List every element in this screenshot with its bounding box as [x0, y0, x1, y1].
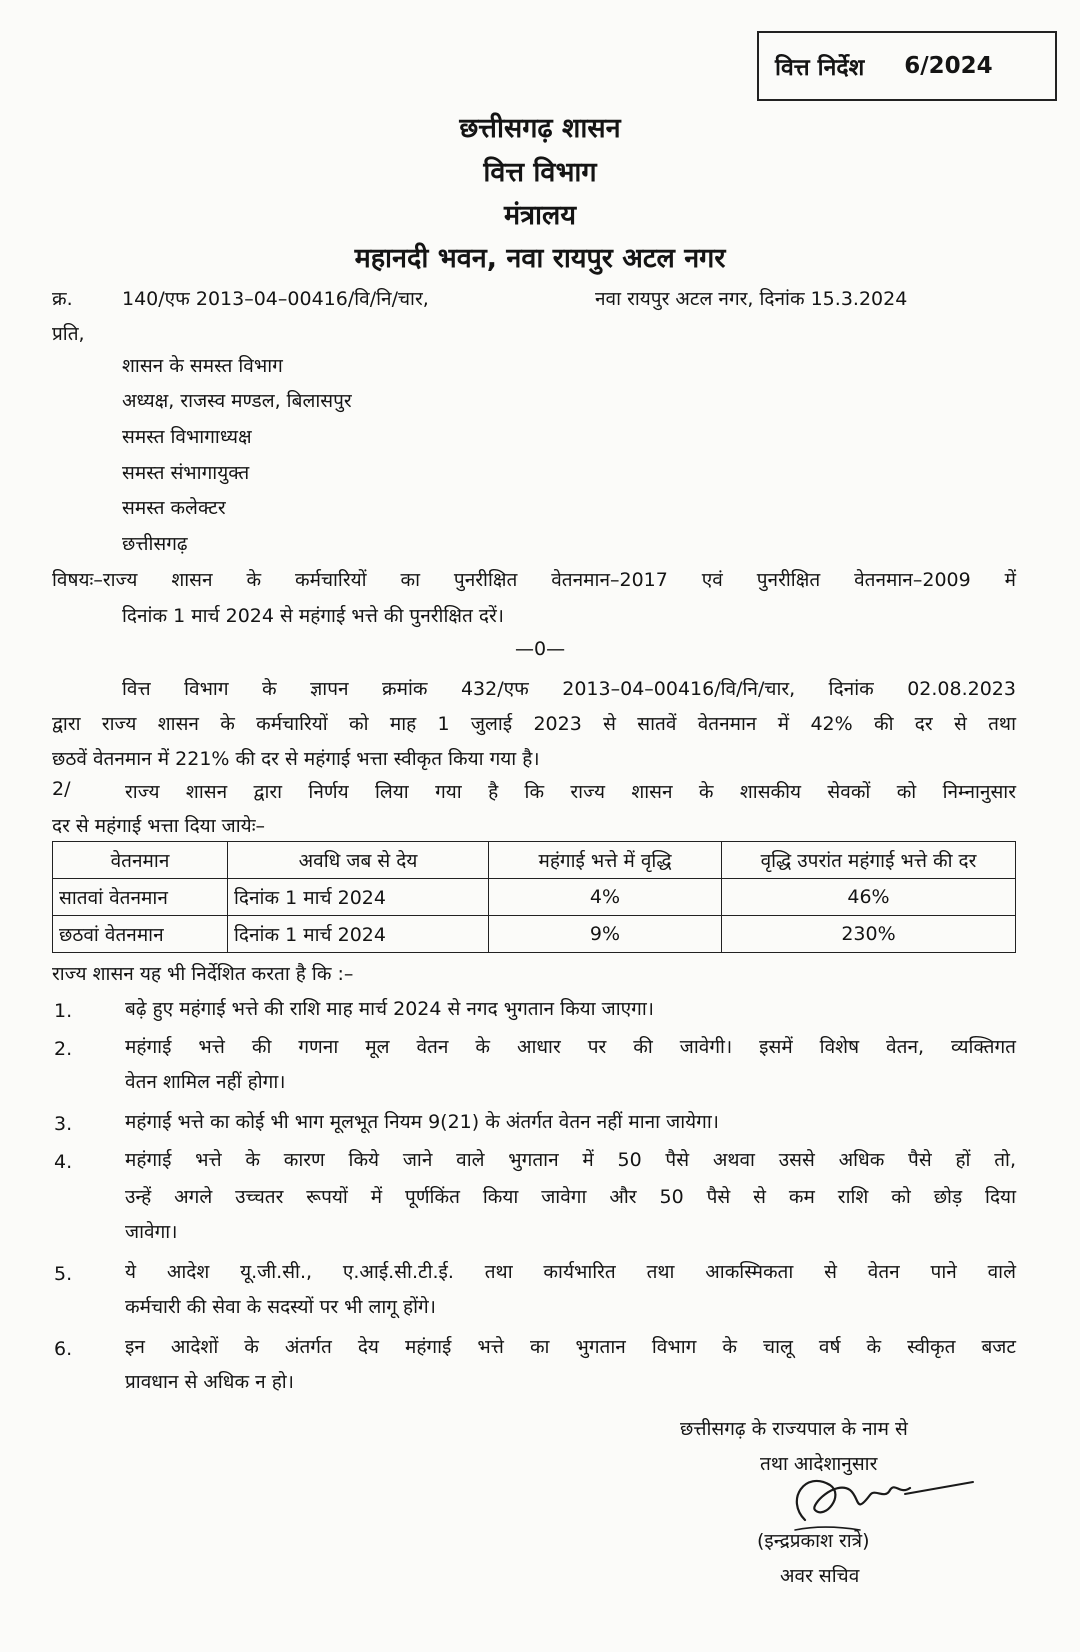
recipient: शासन के समस्त विभाग — [122, 355, 283, 377]
point-number: 2. — [54, 1038, 73, 1060]
separator: —0— — [515, 638, 566, 660]
point-text: महंगाई भत्ते की गणना मूल वेतन के आधार पर की जावेगी। इसमें विशेष वेतन, व्यक्तिगत — [125, 1036, 1016, 1058]
point-number: 5. — [54, 1263, 73, 1285]
point-text: इन आदेशों के अंतर्गत देय महंगाई भत्ते का भुगतान विभाग के चालू वर्ष के स्वीकृत बजट — [125, 1336, 1016, 1358]
table-cell: दिनांक 1 मार्च 2024 — [228, 879, 489, 916]
signatory-name: (इन्द्रप्रकाश रात्रे) — [757, 1530, 870, 1552]
point-text: उन्हें अगले उच्चतर रूपयों में पूर्णकिंत किया जावेगा और 50 पैसे से कम राशि को छोड़ दिया — [125, 1186, 1016, 1208]
point-text: वेतन शामिल नहीं होगा। — [125, 1071, 286, 1093]
signoff-line: छत्तीसगढ़ के राज्यपाल के नाम से — [680, 1418, 908, 1440]
recipient: समस्त विभागाध्यक्ष — [122, 426, 252, 448]
table-cell: 9% — [489, 916, 722, 953]
table-header-cell: अवधि जब से देय — [228, 842, 489, 879]
table-cell: 46% — [722, 879, 1016, 916]
point-number: 6. — [54, 1338, 73, 1360]
point-number: 3. — [54, 1113, 73, 1135]
table-row — [53, 879, 1016, 916]
reference-label: वित्त निर्देश — [775, 55, 865, 81]
point-number: 1. — [54, 1000, 73, 1022]
paragraph-1-line: द्वारा राज्य शासन के कर्मचारियों को माह 1 जुलाई 2023 से सातवें वेतनमान में 42% की दर से तथा — [52, 713, 1016, 735]
memo-number: 140/एफ 2013–04–00416/वि/नि/चार, — [122, 288, 429, 310]
paragraph-2-line: राज्य शासन द्वारा निर्णय लिया गया है कि राज्य शासन के शासकीय सेवकों को निम्नानुसार — [125, 781, 1016, 803]
point-text: ये आदेश यू.जी.सी., ए.आई.सी.टी.ई. तथा कार्यभारित तथा आकस्मिकता से वेतन पाने वाले — [125, 1261, 1016, 1283]
table-header-row — [53, 842, 1016, 879]
table-row — [53, 916, 1016, 953]
memo-to-label: प्रति, — [52, 323, 85, 345]
table-cell: सातवां वेतनमान — [53, 879, 228, 916]
signoff-line: तथा आदेशानुसार — [760, 1453, 878, 1475]
table-header-cell: महंगाई भत्ते में वृद्धि — [489, 842, 722, 879]
point-text: महंगाई भत्ते का कोई भी भाग मूलभूत नियम 9(21) के अंतर्गत वेतन नहीं माना जायेगा। — [125, 1111, 719, 1133]
table-header-cell: वेतनमान — [53, 842, 228, 879]
header-address: महानदी भवन, नवा रायपुर अटल नगर — [354, 243, 726, 274]
memo-kr-label: क्र. — [52, 288, 73, 310]
table-cell: छठवां वेतनमान — [53, 916, 228, 953]
point-number: 4. — [54, 1151, 73, 1173]
header-government: छत्तीसगढ़ शासन — [459, 113, 621, 144]
subject-line: विषयः–राज्य शासन के कर्मचारियों का पुनरीक्षित वेतनमान–2017 एवं पुनरीक्षित वेतनमान–2009 में — [52, 569, 1016, 591]
memo-place-date: नवा रायपुर अटल नगर, दिनांक 15.3.2024 — [595, 288, 908, 310]
paragraph-1-line: छठवें वेतनमान में 221% की दर से महंगाई भत्ता स्वीकृत किया गया है। — [52, 748, 540, 770]
da-rates-table — [52, 841, 1016, 953]
subject-line: दिनांक 1 मार्च 2024 से महंगाई भत्ते की पुनरीक्षित दरें। — [122, 605, 504, 627]
table-header-cell: वृद्धि उपरांत महंगाई भत्ते की दर — [722, 842, 1016, 879]
paragraph-2-number: 2/ — [52, 778, 71, 800]
point-text: प्रावधान से अधिक न हो। — [125, 1371, 294, 1393]
paragraph-2-line: दर से महंगाई भत्ता दिया जायेः– — [52, 815, 266, 837]
signatory-designation: अवर सचिव — [780, 1565, 860, 1587]
table-cell: 4% — [489, 879, 722, 916]
table-cell: 230% — [722, 916, 1016, 953]
point-text: महंगाई भत्ते के कारण किये जाने वाले भुगतान में 50 पैसे अथवा उससे अधिक पैसे हों तो, — [125, 1149, 1016, 1171]
paragraph-1-line: वित्त विभाग के ज्ञापन क्रमांक 432/एफ 2013–04–00416/वि/नि/चार, दिनांक 02.08.2023 — [122, 678, 1016, 700]
recipient: छत्तीसगढ़ — [122, 533, 188, 555]
recipient: समस्त संभागायुक्त — [122, 462, 250, 484]
reference-box — [757, 31, 1057, 101]
reference-number: 6/2024 — [904, 53, 993, 79]
recipient: अध्यक्ष, राजस्व मण्डल, बिलासपुर — [122, 390, 352, 412]
point-text: बढ़े हुए महंगाई भत्ते की राशि माह मार्च 2024 से नगद भुगतान किया जाएगा। — [125, 998, 654, 1020]
recipient: समस्त कलेक्टर — [122, 497, 226, 519]
header-department: वित्त विभाग — [483, 157, 597, 188]
header-ministry: मंत्रालय — [503, 200, 576, 231]
point-text: जावेगा। — [125, 1221, 178, 1243]
point-text: कर्मचारी की सेवा के सदस्यों पर भी लागू होंगे। — [125, 1296, 436, 1318]
directive-intro: राज्य शासन यह भी निर्देशित करता है कि :– — [52, 963, 354, 985]
table-cell: दिनांक 1 मार्च 2024 — [228, 916, 489, 953]
